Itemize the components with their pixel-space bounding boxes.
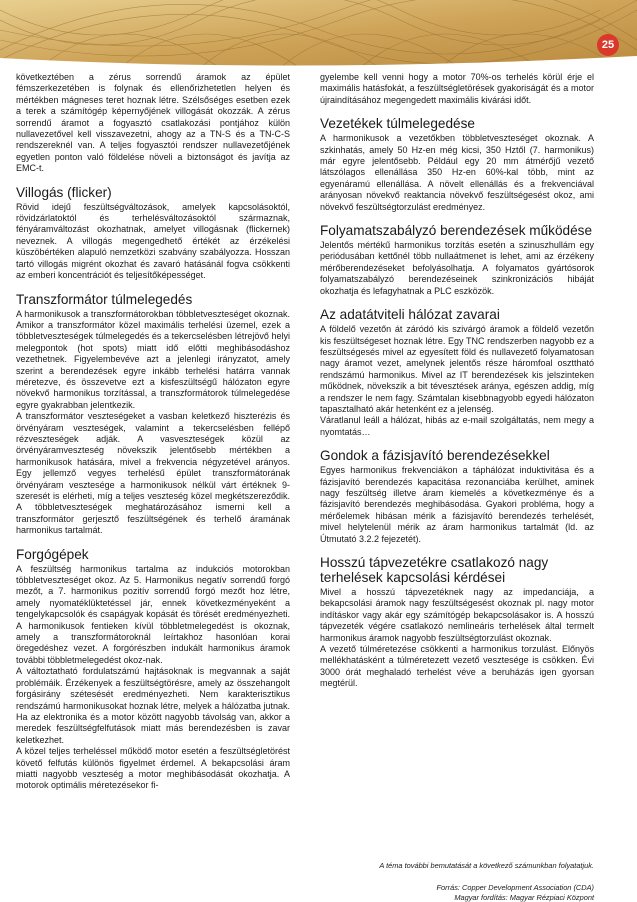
adatatviteli-paragraph-1: A földelő vezetőn át záródó kis szivárgó áramok a földelő vezetőn kis feszültségeset hoznak létre. Egy TNC rendszerben nagyobb ez a feszültségesés mivel az egyesített föld és nullavezető folyamatosan nagy áramot vezet, amelynek jelentős része háromfoal oszttható rendszámú harmonikus. Mivel az IT berendezések kis jelszinteken működnek, növekszik a bit tévesztések aránya, egészen addig, míg a rendszer le nem fagy. Számtalan kisebbnagyobb egyedi hálózaton tapasztalható akár hetenként ez a jelenség. (320, 324, 594, 414)
right-intro-paragraph: gyelembe kell venni hogy a motor 70%-os terhelés körül érje el maximális hatásfokát, a feszültségletörések gyakoriságát és a motor újraindításához megengedett maximális kivárási időt. (320, 72, 594, 105)
adatatviteli-paragraph-2: Váratlanul leáll a hálózat, hibás az e-mail szolgáltatás, nem megy a nyomtatás… (320, 415, 594, 437)
page-number-badge: 25 (597, 34, 619, 56)
left-column (16, 72, 290, 792)
folyamatszabalyzo-paragraph: Jelentős mértékű harmonikus torzítás esetén a szinuszhullám egy periódusában kettőnél több nullaátmenet is lehet, ami az érzékeny mérőberendezéseket befolyásolhatja. A folyamatos gyártósorok folyamatszabályzó berendezéseinek szinkronizációs hibáját okozhatja és lefagyhatnak a PLC eszközök. (320, 240, 594, 296)
left-intro-paragraph: következtében a zérus sorrendű áramok az épület fémszerkezetében is folynak és ellenőrizhetetlen helyen és mértékben mágneses teret hoznak létre. Szélsőséges esetben ezek a terek a számítógép képernyőjének villogását okozzák. A zérus sorrendű áramot a fogyasztó csatlakozási pontjához külön nullavezetővel kell visszavezetni, ahogy az a TN-S és a TN-C-S rendszereknél van. A teljes fogyasztói rendszer nullavezetőjének egyetlen ponton való földelése növeli a biztonságot és javítja az EMC-t. (16, 72, 290, 174)
source-credits (320, 883, 594, 902)
transzformator-paragraph-1: A harmonikusok a transzformátorokban többletveszteséget okoznak. Amikor a transzformátor közel maximális terhelési üzemel, ezek a többletveszteségek túlmelegedés és a tekercselésben létrejövő helyi melegpontok (hot spots) miatt idő előtti meghibásodáshoz vezethetnek. Figyelembevéve azt a jelenlegi irányzatot, amely szerint a berendezések egyre inkább terhelési határra vannak méretezve, és összevetve ezt a kisfeszültségű hálózaton egyre növekvő harmonikus torzítással, a transzformátorok túlmelegedése egyre gyakrabban jelentkezik. (16, 308, 290, 410)
heading-villogas: Villogás (flicker) (16, 184, 112, 200)
heading-vezetekek: Vezetékek túlmelegedése (320, 116, 475, 132)
villogas-paragraph: Rövid idejű feszültségváltozások, amelyek kapcsolásoktól, rövidzárlatoktól és terhelésváltozásoktól származnak, fényáramváltozást okozhatnak, amelyet villogásnak (flickernek) neveznek. A villogás megengedhető értékét az érzékelési küszöbértéken alapuló nemzetközi szabvány szabályozza. Hosszan tartó villogás migrént okozhat és zavaró hatásánál fogva csökkenti az emberi koncentrációt és teljesítőképességet. (16, 201, 290, 281)
header-decoration (0, 0, 637, 68)
forgogepek-paragraph-2: A változtatható fordulatszámú hajtásoknak is megvannak a saját problémáik. Érzékenyek a feszültségtörésre, amely az összehangolt forgásirány szétesését eredményezheti. Nem karakterisztikus rendszámú harmonikusokat hoznak létre, melyek a hálózatba jutnak. Ha az elektronika és a motor között nagyobb távolság van, akkor a meredek feszültségfelfutások miatt más berendezésben is zavar keletkezhet. (16, 666, 290, 745)
forgogepek-paragraph-3: A közel teljes terheléssel működő motor esetén a feszültségletörést követő felfutás különös figyelmet érdemel. A bekapcsolási áram miatti nagyobb veszteség a motor meghibásodását okozhatja. A motorok optimális méretezésekor fi- (16, 746, 290, 791)
source-line: Forrás: Copper Development Association (CDA) (436, 883, 594, 892)
heading-hosszu-tapvezetek: Hosszú tápvezetékre csatlakozó nagy terhelések kapcsolási kérdései (320, 555, 549, 585)
fazisjavito-paragraph: Egyes harmonikus frekvenciákon a táphálózat induktivitása és a fázisjavító berendezés kapacitása rezonanciába kerülhet, aminek nagy feszültség illetve áram kiemelés a következménye és a fázisjavító berendezés meghibásodása. Gyakori probléma, hogy a mérőelemek hibásan mérik a fázisjavító berendezés terhelését, mivel helytelenül mérik az áram harmonikus tartalmát (ld. az Útmutató 3.2.2 fejezetét). (320, 465, 594, 544)
heading-folyamatszabalyzo: Folyamatszabályzó berendezések működése (320, 223, 593, 239)
heading-fazisjavito: Gondok a fázisjavító berendezésekkel (320, 448, 550, 464)
transzformator-paragraph-2: A transzformátor veszteségeket a vasban keletkező hiszterézis és örvényáram veszteségek, valamint a tekercselésben fellépő rézveszteségek adják. A vasveszteségek közül az örvényáramveszteség növekszik jelentősebb mértékben a harmonikusok hatására, mivel a frekvencia négyzetével arányos. Egy jellemző vegyes terhelésű épület transzformátorának örvényáram vesztesége a harmonikusok nélkül várt értéknek 9-szeresét is elérheti, míg a teljes veszteség közel megkétszereződik. A többletveszteségek meghatározásához ismerni kell a transzformátor gerjesztő feszültségének és terhelő áramának harmonikus tartalmát. (16, 411, 290, 536)
heading-transzformator: Transzformátor túlmelegedés (16, 291, 193, 307)
hosszu-tapvezetek-paragraph-1: Mivel a hosszú tápvezetéknek nagy az impedanciája, a bekapcsolási áramok nagy feszültségesést okoznak pl. nagy motor indításkor vagy akár egy számítógép bekapcsolásakor is. A hosszú tápvezeték végére csatlakozó nemlineáris terhelések által termelt harmonikus áramok nagyobb feszültségtorzulást okoznak. (320, 587, 594, 643)
continuation-note: A téma további bemutatását a következő számunkban folyatatjuk. (379, 861, 594, 870)
translation-line: Magyar fordítás: Magyar Rézpiaci Központ (454, 892, 594, 902)
hosszu-tapvezetek-paragraph-2: A vezető túlméretezése csökkenti a harmonikus torzulást. Előnyös mellékhatásként a túlméretezett vezető vesztesége is csökken. Évi 3000 órát meghaladó terhelést véve a beruházás igen gyorsan megtérül. (320, 644, 594, 689)
forgogepek-paragraph-1: A feszültség harmonikus tartalma az indukciós motorokban többletveszteséget okoz. Az 5. Harmonikus negatív sorrendű forgó mezőt, a 7. harmonikus pozitív sorrendű forgó mezőt hoz létre, amely nyomatéklüktetéssel jár, ennek következményeként a tengelykapcsolók és csapágyak kopását és törését eredményezheti. A harmonikusok fentieken kívül többletmelegedést is okoznak, amely a transzformátoroknál leírtakhoz hasonlóan korai öregedéshez vezet. A forgórészben indukált harmonikus áramok további többletmelegedést okoz-nak. (16, 563, 290, 665)
vezetekek-paragraph: A harmonikusok a vezetőkben többletveszteséget okoznak. A szkinhatás, amely 50 Hz-en még kicsi, 350 Hztől (7. harmonikus) már egyre jelentősebb. Például egy 20 mm átmérőjű vezető látszólagos ellenállása 350 Hz-en 60%-kal több, mint az egyenáramú ellenállása. A növelt ellenállás és a frekvenciával arányosan növekvő reaktancia növekvő feszültségesést okoz, ami növekvő feszültségtorzulást eredményez. (320, 133, 594, 212)
heading-adatatviteli: Az adatátviteli hálózat zavarai (320, 307, 500, 323)
heading-forgogepek: Forgógépek (16, 546, 89, 562)
right-column (320, 72, 594, 690)
